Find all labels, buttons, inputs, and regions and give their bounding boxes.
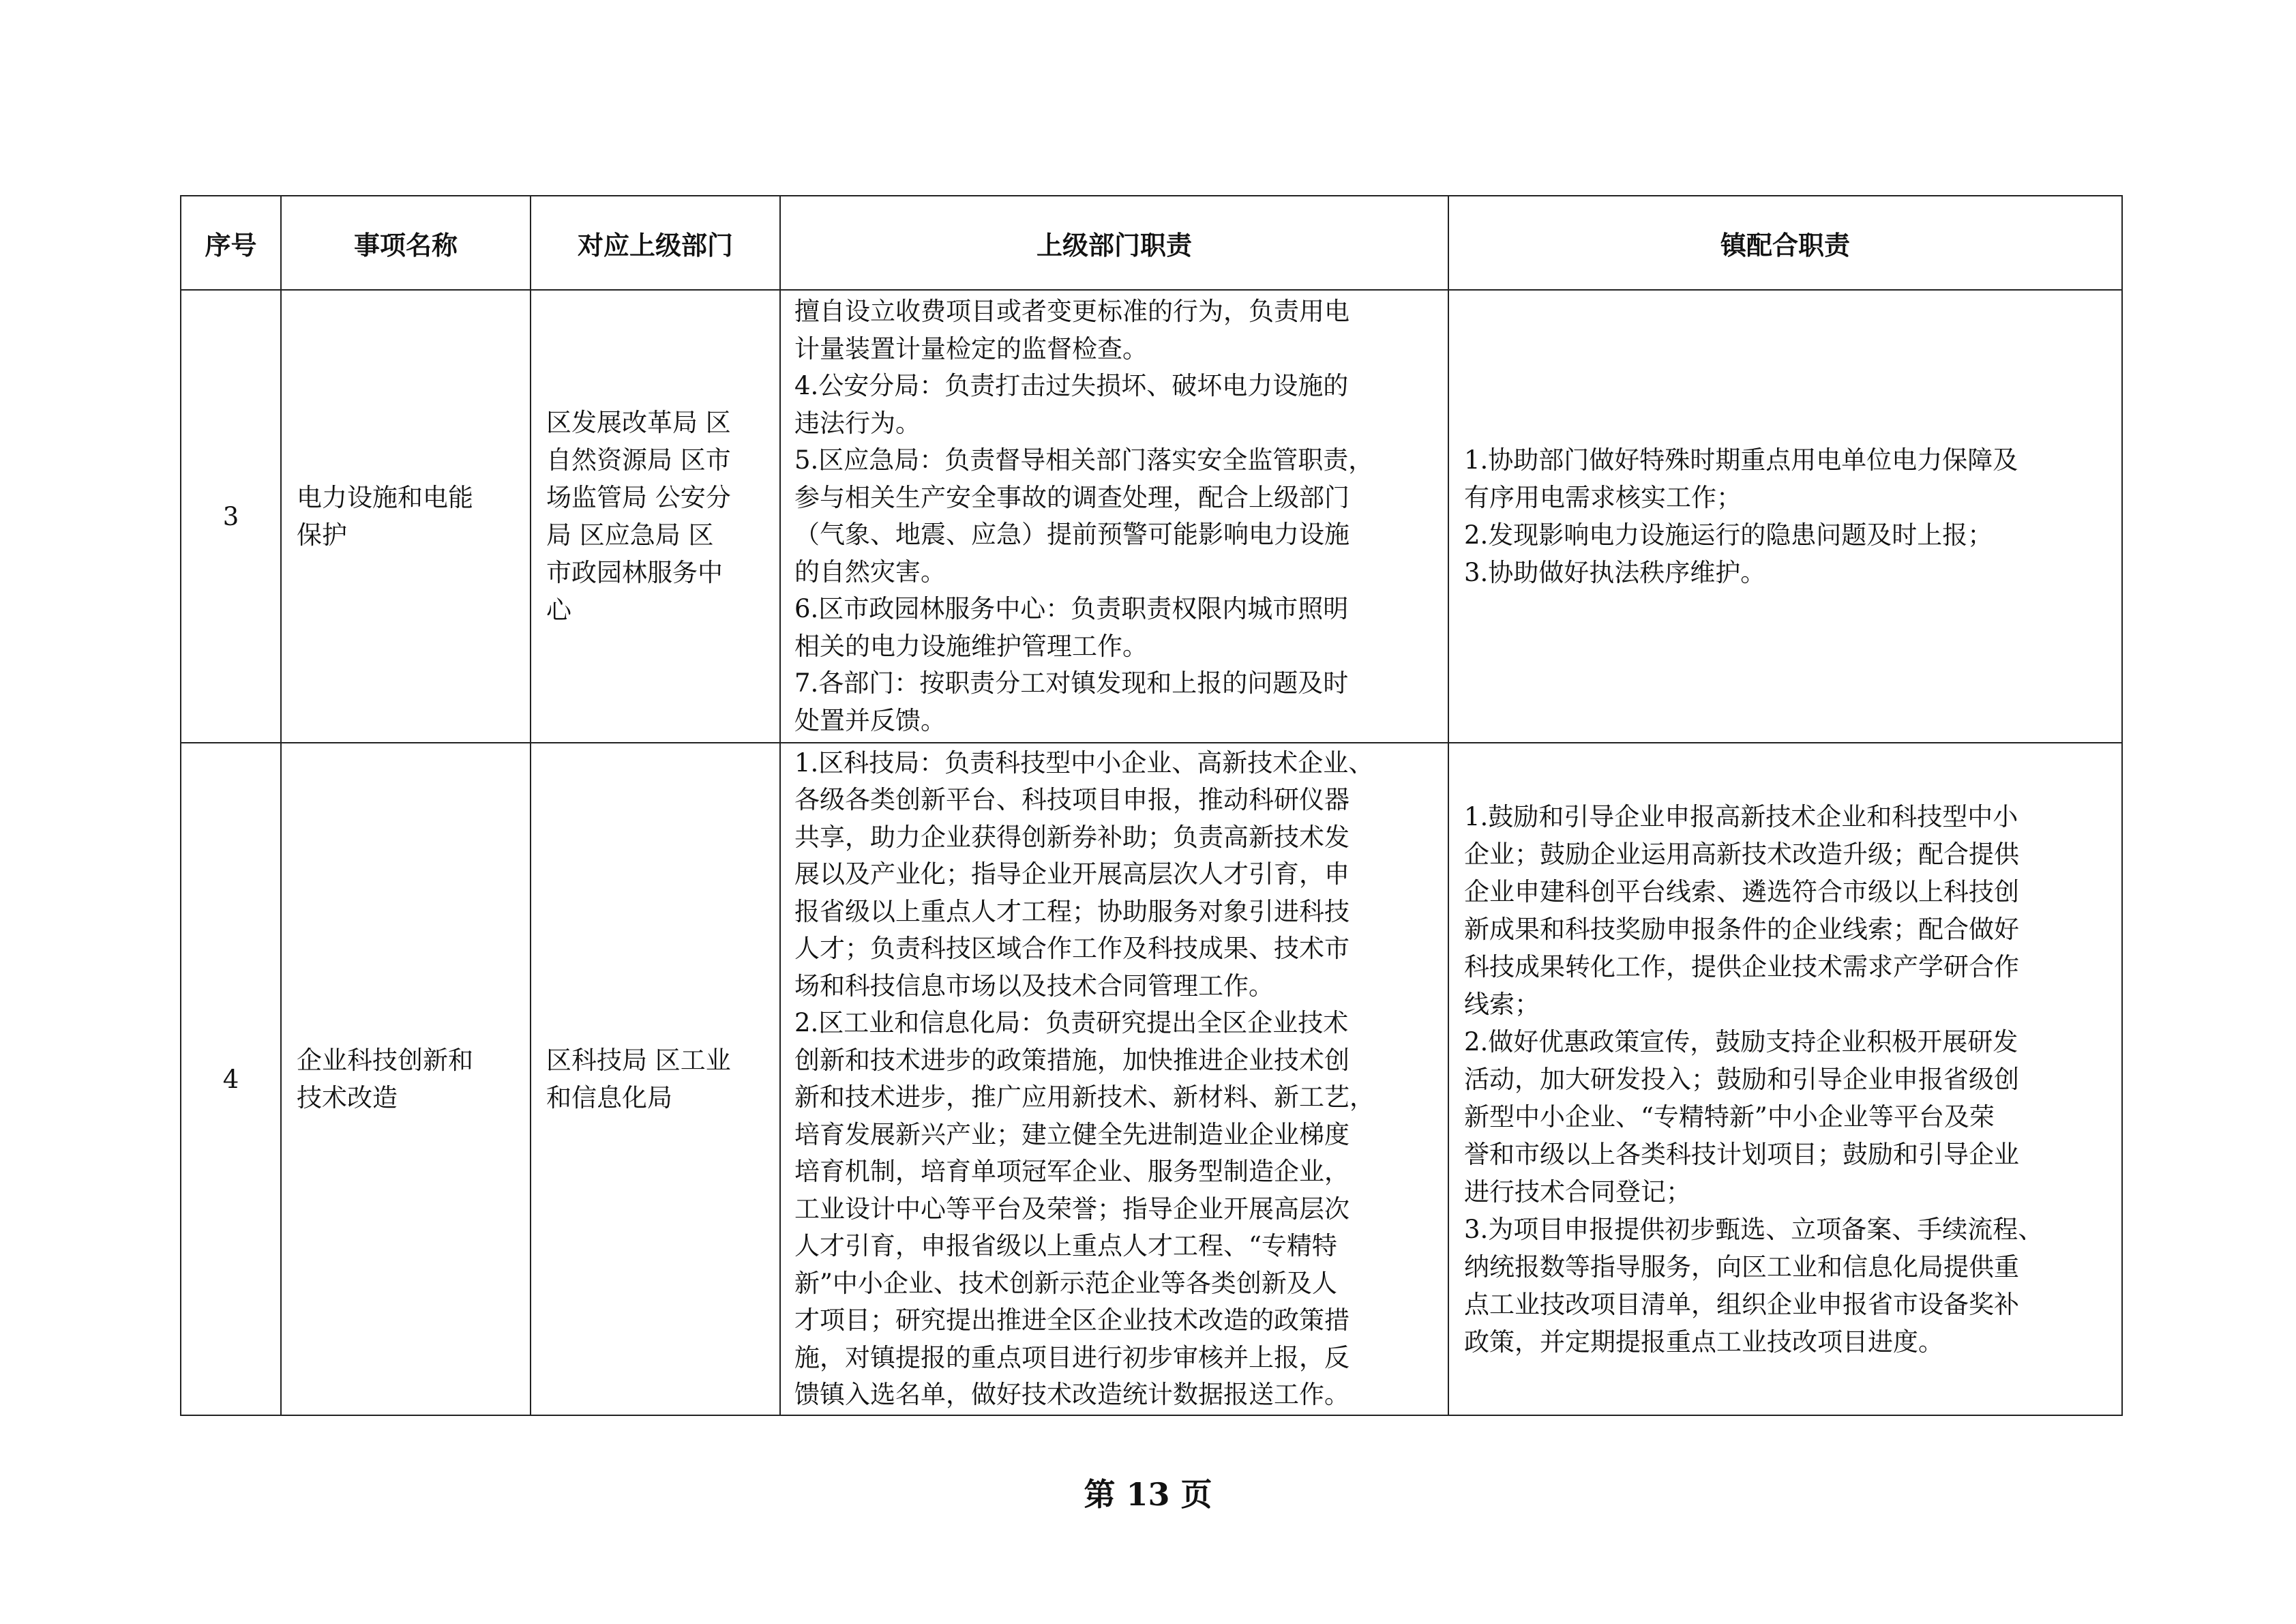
text-line: 处置并反馈。 bbox=[794, 705, 946, 735]
table-row bbox=[181, 743, 2122, 1415]
text-line: 违法行为。 bbox=[794, 408, 921, 438]
text-line: 心 bbox=[546, 595, 571, 625]
text-line: 1.协助部门做好特殊时期重点用电单位电力保障及 bbox=[1464, 445, 2018, 475]
text-line: 工业设计中心等平台及荣誉；指导企业开展高层次 bbox=[794, 1194, 1350, 1224]
text-line: 新型中小企业、“专精特新”中小企业等平台及荣 bbox=[1464, 1102, 1995, 1132]
text-line: 电力设施和电能 bbox=[297, 483, 473, 512]
text-line: 2.区工业和信息化局：负责研究提出全区企业技术 bbox=[794, 1008, 1349, 1037]
text-line: 2.发现影响电力设施运行的隐患问题及时上报； bbox=[1464, 520, 1993, 550]
header-no: 序号 bbox=[181, 196, 281, 290]
header-dept: 对应上级部门 bbox=[531, 196, 780, 290]
text-line: 6.区市政园林服务中心：负责职责权限内城市照明 bbox=[794, 594, 1349, 623]
text-line: 场监管局 公安分 bbox=[546, 483, 731, 512]
text-line: 保护 bbox=[297, 520, 347, 550]
text-line: 企业；鼓励企业运用高新技术改造升级；配合提供 bbox=[1464, 839, 2019, 869]
table-row bbox=[181, 290, 2122, 743]
text-line: 3.为项目申报提供初步甄选、立项备案、手续流程、 bbox=[1464, 1214, 2044, 1244]
superior-responsibilities bbox=[780, 743, 1448, 1415]
row-number: 3 bbox=[181, 290, 281, 743]
text-line: 技术改造 bbox=[297, 1083, 398, 1112]
text-line: 的自然灾害。 bbox=[794, 557, 946, 587]
header-town: 镇配合职责 bbox=[1448, 196, 2122, 290]
text-line: 人才引育，申报省级以上重点人才工程、“专精特 bbox=[794, 1231, 1337, 1260]
superior-department bbox=[531, 290, 780, 743]
text-line: 企业科技创新和 bbox=[297, 1046, 473, 1075]
text-line: 擅自设立收费项目或者变更标准的行为，负责用电 bbox=[794, 297, 1350, 326]
text-line: 4.公安分局：负责打击过失损坏、破坏电力设施的 bbox=[794, 371, 1349, 400]
text-line: 1.鼓励和引导企业申报高新技术企业和科技型中小 bbox=[1464, 801, 2018, 831]
text-line: 共享，助力企业获得创新券补助；负责高新技术发 bbox=[794, 822, 1350, 852]
text-line: 参与相关生产安全事故的调查处理，配合上级部门 bbox=[794, 482, 1350, 512]
text-line: 才项目；研究提出推进全区企业技术改造的政策措 bbox=[794, 1305, 1350, 1335]
text-line: 1.区科技局：负责科技型中小企业、高新技术企业、 bbox=[794, 748, 1374, 778]
text-line: 自然资源局 区市 bbox=[546, 445, 731, 475]
text-line: 企业申建科创平台线索、遴选符合市级以上科技创 bbox=[1464, 876, 2019, 906]
town-responsibilities bbox=[1448, 743, 2122, 1415]
text-line: 施，对镇提报的重点项目进行初步审核并上报，反 bbox=[794, 1342, 1350, 1372]
text-line: 相关的电力设施维护管理工作。 bbox=[794, 631, 1148, 661]
duty-table bbox=[180, 195, 2123, 1416]
text-line: 展以及产业化；指导企业开展高层次人才引育，申 bbox=[794, 859, 1350, 889]
text-line: 新和技术进步，推广应用新技术、新材料、新工艺， bbox=[794, 1082, 1375, 1112]
text-line: 科技成果转化工作，提供企业技术需求产学研合作 bbox=[1464, 951, 2019, 981]
text-line: 报省级以上重点人才工程；协助服务对象引进科技 bbox=[794, 896, 1350, 926]
superior-department bbox=[531, 743, 780, 1415]
item-name bbox=[281, 743, 531, 1415]
text-line: 线索； bbox=[1464, 989, 1540, 1019]
page-number: 第 13 页 bbox=[1084, 1476, 1212, 1513]
text-line: 纳统报数等指导服务，向区工业和信息化局提供重 bbox=[1464, 1252, 2019, 1282]
text-line: 区发展改革局 区 bbox=[546, 408, 731, 437]
text-line: 创新和技术进步的政策措施，加快推进企业技术创 bbox=[794, 1045, 1350, 1075]
text-line: 进行技术合同登记； bbox=[1464, 1177, 1691, 1207]
text-line: 新”中小企业、技术创新示范企业等各类创新及人 bbox=[794, 1268, 1337, 1298]
text-line: 5.区应急局：负责督导相关部门落实安全监管职责， bbox=[794, 445, 1374, 475]
row-number: 4 bbox=[181, 743, 281, 1415]
text-line: 有序用电需求核实工作； bbox=[1464, 483, 1742, 512]
text-line: 2.做好优惠政策宣传，鼓励支持企业积极开展研发 bbox=[1464, 1027, 2018, 1057]
header-resp: 上级部门职责 bbox=[780, 196, 1448, 290]
town-responsibilities bbox=[1448, 290, 2122, 743]
text-line: 馈镇入选名单，做好技术改造统计数据报送工作。 bbox=[794, 1380, 1350, 1409]
item-name bbox=[281, 290, 531, 743]
text-line: 3.协助做好执法秩序维护。 bbox=[1464, 558, 1766, 587]
text-line: 培育发展新兴产业；建立健全先进制造业企业梯度 bbox=[794, 1119, 1350, 1149]
text-line: 和信息化局 bbox=[546, 1083, 672, 1112]
header-name: 事项名称 bbox=[281, 196, 531, 290]
text-line: 培育机制，培育单项冠军企业、服务型制造企业， bbox=[794, 1157, 1350, 1186]
text-line: 局 区应急局 区 bbox=[546, 520, 714, 550]
text-line: 活动，加大研发投入；鼓励和引导企业申报省级创 bbox=[1464, 1064, 2019, 1094]
text-line: 誉和市级以上各类科技计划项目；鼓励和引导企业 bbox=[1464, 1139, 2019, 1169]
superior-responsibilities bbox=[780, 290, 1448, 743]
text-line: 各级各类创新平台、科技项目申报，推动科研仪器 bbox=[794, 785, 1350, 814]
text-line: 人才；负责科技区域合作工作及科技成果、技术市 bbox=[794, 934, 1350, 963]
text-line: 区科技局 区工业 bbox=[546, 1046, 731, 1075]
table-header-row bbox=[181, 196, 2122, 290]
text-line: 新成果和科技奖励申报条件的企业线索；配合做好 bbox=[1464, 914, 2019, 944]
text-line: 场和科技信息市场以及技术合同管理工作。 bbox=[794, 971, 1274, 1001]
text-line: 政策，并定期提报重点工业技改项目进度。 bbox=[1464, 1327, 1943, 1357]
text-line: 7.各部门：按职责分工对镇发现和上报的问题及时 bbox=[794, 668, 1349, 698]
text-line: （气象、地震、应急）提前预警可能影响电力设施 bbox=[794, 520, 1350, 549]
text-line: 点工业技改项目清单，组织企业申报省市设备奖补 bbox=[1464, 1289, 2019, 1319]
text-line: 市政园林服务中 bbox=[546, 558, 723, 587]
text-line: 计量装置计量检定的监督检查。 bbox=[794, 334, 1148, 364]
